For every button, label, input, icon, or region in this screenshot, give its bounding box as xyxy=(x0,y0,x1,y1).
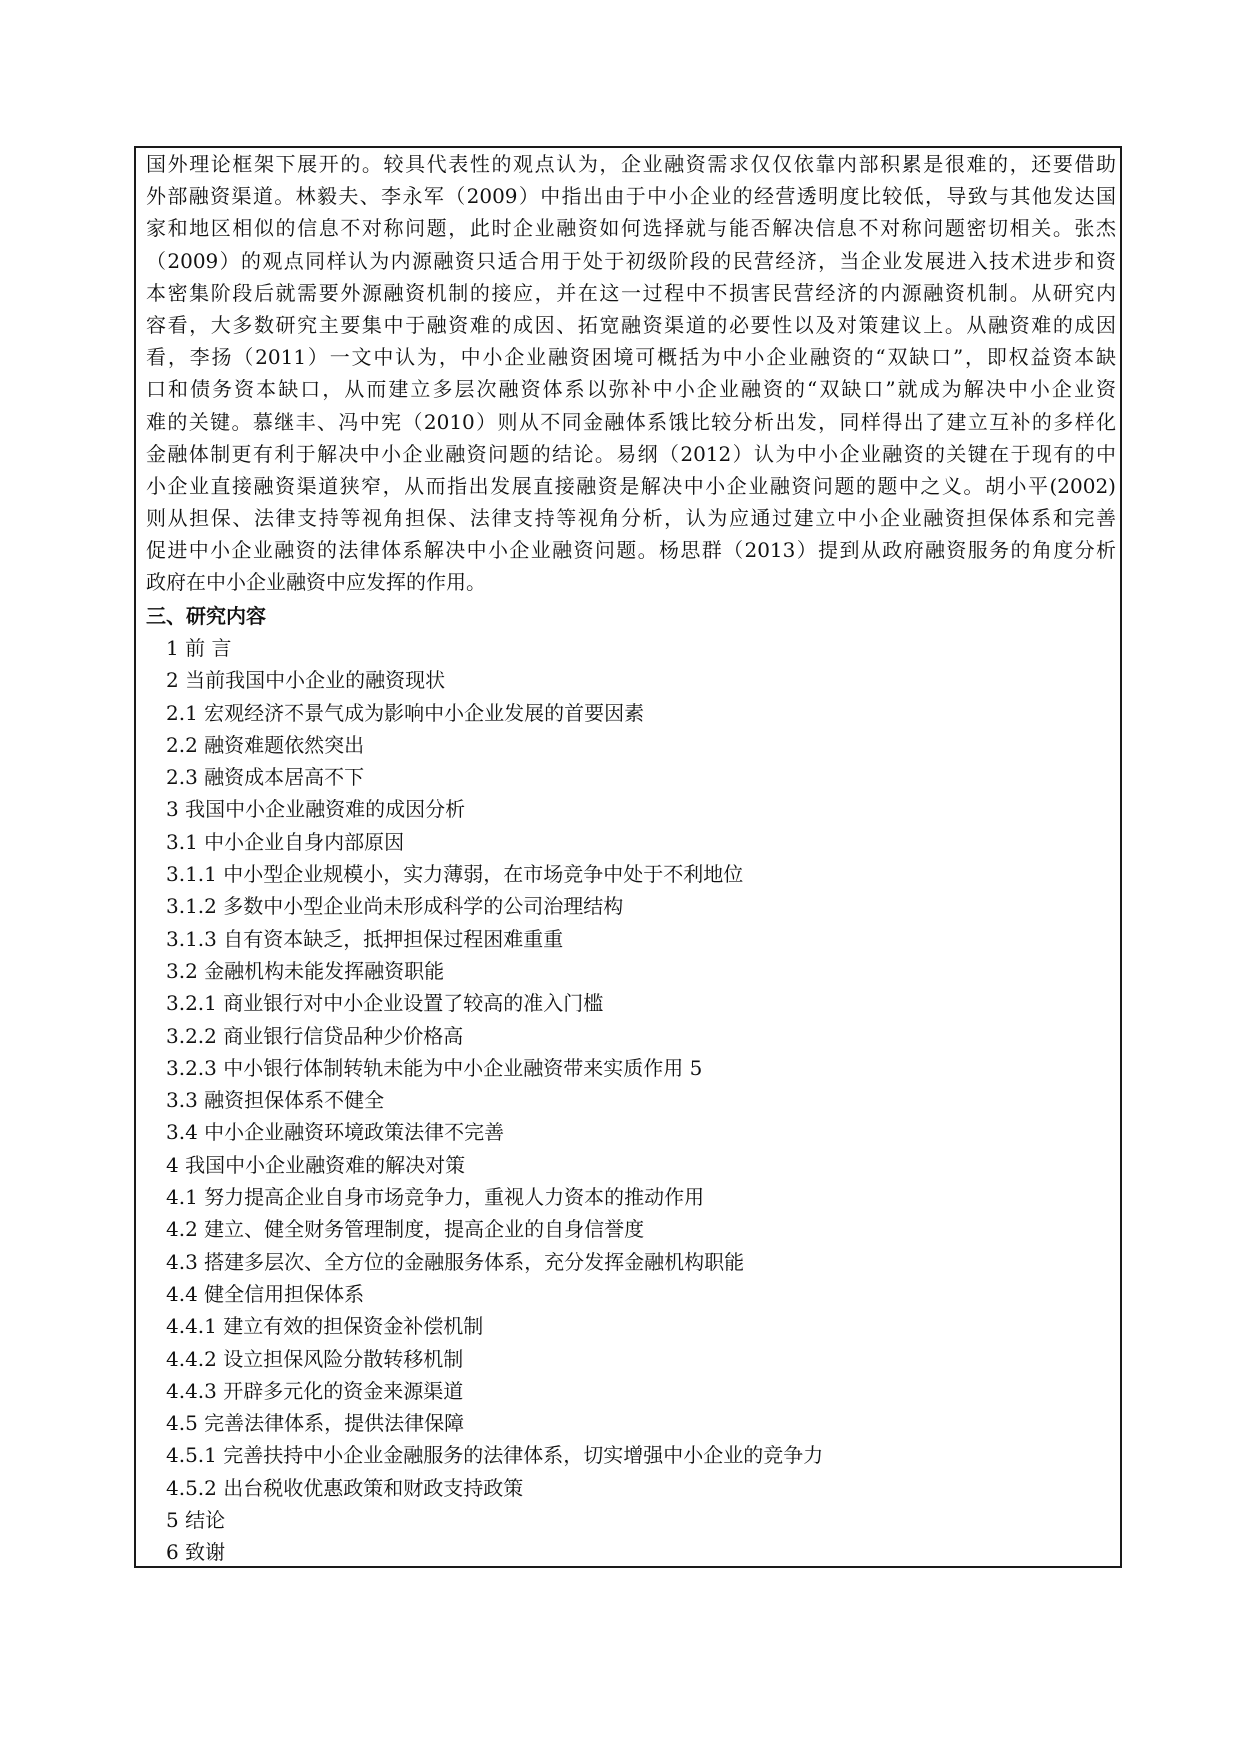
outline-item: 4.5 完善法律体系，提供法律保障 xyxy=(166,1411,465,1436)
outline-item: 3.2.2 商业银行信贷品种少价格高 xyxy=(166,1023,464,1048)
outline-item: 3.1.1 中小型企业规模小，实力薄弱，在市场竞争中处于不利地位 xyxy=(166,862,744,887)
outline-item: 3.2 金融机构未能发挥融资职能 xyxy=(166,958,445,983)
outline-item: 4.4.1 建立有效的担保资金补偿机制 xyxy=(166,1314,484,1339)
outline-item: 3.1 中小企业自身内部原因 xyxy=(166,829,405,854)
paragraph-line: 看，李扬（2011）一文中认为，中小企业融资困境可概括为中小企业融资的“双缺口”，即权益资本缺 xyxy=(146,345,1116,370)
outline-item: 4.4 健全信用担保体系 xyxy=(166,1281,365,1306)
outline-item: 3.2.1 商业银行对中小企业设置了较高的准入门槛 xyxy=(166,991,604,1016)
research-outline-list xyxy=(166,632,1106,1569)
paragraph-line: 家和地区相似的信息不对称问题，此时企业融资如何选择就与能否解决信息不对称问题密切相关。张杰 xyxy=(146,216,1116,241)
paragraph-line: 难的关键。慕继丰、冯中宪（2010）则从不同金融体系饿比较分析出发，同样得出了建立互补的多样化 xyxy=(146,409,1116,434)
outline-item: 3 我国中小企业融资难的成因分析 xyxy=(166,797,466,822)
outline-item: 2.2 融资难题依然突出 xyxy=(166,732,365,757)
outline-item: 4.5.2 出台税收优惠政策和财政支持政策 xyxy=(166,1475,524,1500)
paragraph-line: 则从担保、法律支持等视角担保、法律支持等视角分析，认为应通过建立中小企业融资担保体系和完善 xyxy=(146,506,1116,531)
paragraph-line: 外部融资渠道。林毅夫、李永军（2009）中指出由于中小企业的经营透明度比较低，导致与其他发达国 xyxy=(146,184,1116,209)
paragraph-line: 国外理论框架下展开的。较具代表性的观点认为，企业融资需求仅仅依靠内部积累是很难的，还要借助 xyxy=(146,152,1116,176)
outline-item: 3.3 融资担保体系不健全 xyxy=(166,1088,385,1113)
paragraph-line: 容看，大多数研究主要集中于融资难的成因、拓宽融资渠道的必要性以及对策建议上。从融资难的成因 xyxy=(146,312,1116,337)
paragraph-line: （2009）的观点同样认为内源融资只适合用于处于初级阶段的民营经济，当企业发展进入技术进步和资 xyxy=(146,248,1116,273)
outline-item: 4.4.2 设立担保风险分散转移机制 xyxy=(166,1346,464,1371)
outline-item: 4.3 搭建多层次、全方位的金融服务体系，充分发挥金融机构职能 xyxy=(166,1249,745,1274)
paragraph-line: 政府在中小企业融资中应发挥的作用。 xyxy=(146,570,486,595)
outline-item: 2.1 宏观经济不景气成为影响中小企业发展的首要因素 xyxy=(166,700,645,725)
outline-item: 3.4 中小企业融资环境政策法律不完善 xyxy=(166,1120,505,1145)
paragraph-line: 金融体制更有利于解决中小企业融资问题的结论。易纲（2012）认为中小企业融资的关键在于现有的中 xyxy=(146,441,1116,466)
paragraph-line: 口和债务资本缺口，从而建立多层次融资体系以弥补中小企业融资的“双缺口”就成为解决中小企业资 xyxy=(146,377,1116,402)
outline-item: 1 前 言 xyxy=(166,636,232,660)
outline-item: 4.2 建立、健全财务管理制度，提高企业的自身信誉度 xyxy=(166,1217,645,1242)
outline-item: 4.4.3 开辟多元化的资金来源渠道 xyxy=(166,1378,464,1403)
outline-item: 2 当前我国中小企业的融资现状 xyxy=(166,668,446,693)
outline-item: 3.1.3 自有资本缺乏，抵押担保过程困难重重 xyxy=(166,926,564,951)
outline-item: 4.5.1 完善扶持中小企业金融服务的法律体系，切实增强中小企业的竞争力 xyxy=(166,1443,824,1468)
outline-item: 4 我国中小企业融资难的解决对策 xyxy=(166,1152,466,1177)
outline-item: 2.3 融资成本居高不下 xyxy=(166,765,365,790)
outline-item: 5 结论 xyxy=(166,1508,226,1533)
outline-item: 3.2.3 中小银行体制转轨未能为中小企业融资带来实质作用 5 xyxy=(166,1055,703,1080)
section-title-research-content: 三、研究内容 xyxy=(146,604,266,628)
literature-review-paragraph xyxy=(146,148,1116,599)
paragraph-line: 促进中小企业融资的法律体系解决中小企业融资问题。杨思群（2013）提到从政府融资服务的角度分析 xyxy=(146,538,1116,563)
paragraph-line: 小企业直接融资渠道狭窄，从而指出发展直接融资是解决中小企业融资问题的题中之义。胡小平(2002) xyxy=(146,473,1116,498)
paragraph-line: 本密集阶段后就需要外源融资机制的接应，并在这一过程中不损害民营经济的内源融资机制。从研究内 xyxy=(146,280,1116,305)
outline-item: 4.1 努力提高企业自身市场竞争力，重视人力资本的推动作用 xyxy=(166,1185,705,1210)
outline-item: 3.1.2 多数中小型企业尚未形成科学的公司治理结构 xyxy=(166,894,624,919)
outline-item: 6 致谢 xyxy=(166,1540,226,1565)
